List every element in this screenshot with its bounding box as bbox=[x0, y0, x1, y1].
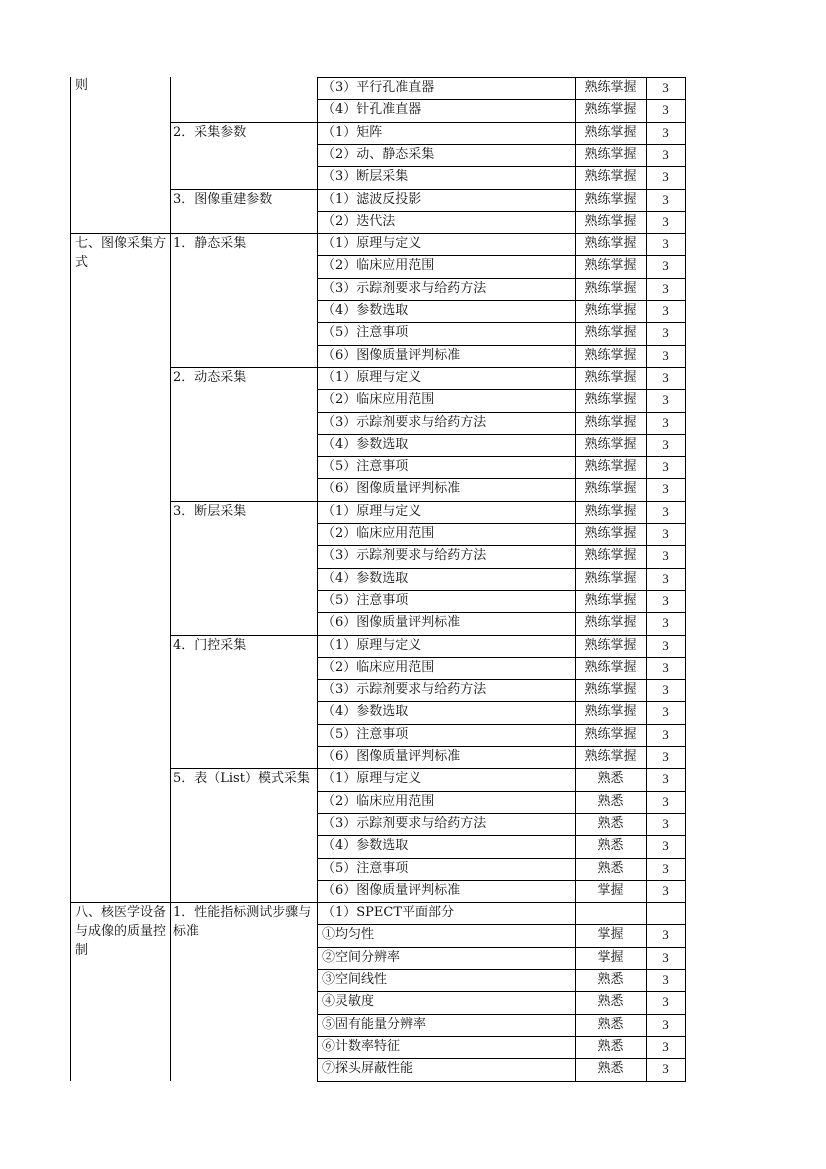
item-text: （6）图像质量评判标准 bbox=[322, 615, 461, 631]
table-rule bbox=[317, 590, 686, 591]
score-value: 3 bbox=[662, 860, 669, 876]
item-text: ③空间线性 bbox=[322, 972, 388, 987]
score-value: 3 bbox=[662, 927, 669, 943]
item-text: （2）临床应用范围 bbox=[322, 258, 435, 274]
requirement-level: 熟练掌握 bbox=[584, 659, 637, 675]
item-text: （2）临床应用范围 bbox=[322, 526, 435, 541]
item-text: （6）图像质量评判标准 bbox=[322, 347, 461, 363]
requirement-level: 熟悉 bbox=[597, 972, 624, 987]
requirement-level: 熟悉 bbox=[597, 815, 624, 831]
table-rule bbox=[170, 122, 318, 123]
item-text: ②空间分辨率 bbox=[322, 949, 401, 965]
table-rule bbox=[70, 77, 71, 1081]
score-value: 3 bbox=[662, 146, 669, 162]
table-rule bbox=[317, 389, 686, 390]
score-value: 3 bbox=[662, 124, 669, 140]
table-rule bbox=[317, 278, 686, 279]
subsection-title: 2．动态采集 bbox=[173, 369, 247, 385]
item-text: （5）注意事项 bbox=[322, 459, 409, 475]
item-text: （3）示踪剂要求与给药方法 bbox=[322, 280, 487, 296]
item-text: （1）原理与定义 bbox=[322, 637, 422, 653]
requirement-level: 熟练掌握 bbox=[584, 80, 637, 95]
item-text: （2）动、静态采集 bbox=[322, 146, 435, 162]
requirement-level: 熟练掌握 bbox=[584, 481, 637, 497]
table-rule bbox=[170, 189, 318, 190]
table-rule bbox=[317, 300, 686, 301]
score-value: 3 bbox=[662, 236, 669, 252]
score-value: 3 bbox=[662, 704, 669, 720]
table-rule bbox=[317, 478, 686, 479]
subsection-title: 3．断层采集 bbox=[173, 503, 247, 519]
item-text: （5）注意事项 bbox=[322, 592, 409, 608]
table-rule bbox=[646, 77, 647, 1082]
requirement-level: 熟练掌握 bbox=[584, 704, 637, 720]
table-rule bbox=[317, 255, 686, 256]
score-value: 3 bbox=[662, 481, 669, 497]
requirement-level: 熟练掌握 bbox=[584, 124, 637, 140]
score-value: 3 bbox=[662, 503, 669, 519]
score-value: 3 bbox=[662, 1038, 669, 1054]
subsection-title: 3．图像重建参数 bbox=[173, 191, 273, 207]
item-text: ④灵敏度 bbox=[322, 994, 375, 1010]
requirement-level: 熟练掌握 bbox=[584, 526, 637, 541]
table-rule bbox=[70, 902, 171, 903]
requirement-level: 熟练掌握 bbox=[584, 325, 637, 341]
subsection-title: 4．门控采集 bbox=[173, 637, 247, 653]
table-rule bbox=[317, 412, 686, 413]
score-value: 3 bbox=[662, 815, 669, 831]
table-rule bbox=[317, 657, 686, 658]
item-text: （2）临床应用范围 bbox=[322, 793, 435, 809]
requirement-level: 熟悉 bbox=[597, 1038, 624, 1054]
table-rule bbox=[170, 768, 318, 769]
table-rule bbox=[317, 367, 686, 368]
score-value: 3 bbox=[662, 1016, 669, 1032]
item-text: ①均匀性 bbox=[322, 927, 375, 943]
table-rule bbox=[317, 545, 686, 546]
requirement-level: 熟练掌握 bbox=[584, 146, 637, 162]
item-text: （3）平行孔准直器 bbox=[322, 80, 435, 95]
item-text: （4）参数选取 bbox=[322, 436, 409, 452]
table-rule bbox=[317, 523, 686, 524]
item-text: （6）图像质量评判标准 bbox=[322, 882, 461, 898]
requirement-level: 熟练掌握 bbox=[584, 503, 637, 519]
score-value: 3 bbox=[662, 280, 669, 296]
item-text: （4）参数选取 bbox=[322, 704, 409, 720]
item-text: （4）参数选取 bbox=[322, 838, 409, 854]
item-text: （2）临床应用范围 bbox=[322, 659, 435, 675]
table-rule bbox=[317, 144, 686, 145]
table-rule bbox=[317, 902, 686, 903]
table-rule bbox=[317, 77, 318, 1082]
score-value: 3 bbox=[662, 303, 669, 318]
table-rule bbox=[317, 434, 686, 435]
item-text: （1）滤波反投影 bbox=[322, 191, 422, 207]
score-value: 3 bbox=[662, 213, 669, 229]
score-value: 3 bbox=[662, 972, 669, 987]
requirement-level: 熟练掌握 bbox=[584, 436, 637, 452]
item-text: （2）临床应用范围 bbox=[322, 392, 435, 408]
item-text: （3）示踪剂要求与给药方法 bbox=[322, 815, 487, 831]
requirement-level: 熟悉 bbox=[597, 793, 624, 809]
score-value: 3 bbox=[662, 459, 669, 475]
requirement-level: 掌握 bbox=[597, 882, 624, 898]
score-value: 3 bbox=[662, 994, 669, 1010]
table-rule bbox=[170, 501, 318, 502]
score-value: 3 bbox=[662, 436, 669, 452]
score-value: 3 bbox=[662, 771, 669, 787]
requirement-level: 熟练掌握 bbox=[584, 726, 637, 742]
table-rule bbox=[317, 1081, 686, 1082]
item-text: （1）原理与定义 bbox=[322, 771, 422, 787]
score-value: 3 bbox=[662, 258, 669, 274]
requirement-level: 熟练掌握 bbox=[584, 570, 637, 586]
score-value: 3 bbox=[662, 838, 669, 854]
table-rule bbox=[317, 77, 686, 78]
item-text: （6）图像质量评判标准 bbox=[322, 749, 461, 764]
table-rule bbox=[170, 77, 171, 1081]
section-title: 则 bbox=[75, 78, 89, 93]
item-text: （3）断层采集 bbox=[322, 169, 409, 185]
item-text: （5）注意事项 bbox=[322, 726, 409, 742]
requirement-level: 熟悉 bbox=[597, 1016, 624, 1032]
subsection-title: 1．静态采集 bbox=[173, 236, 247, 252]
table-rule bbox=[317, 211, 686, 212]
requirement-level: 熟练掌握 bbox=[584, 414, 637, 430]
score-value: 3 bbox=[662, 726, 669, 742]
table-rule bbox=[317, 1014, 686, 1015]
score-value: 3 bbox=[662, 169, 669, 185]
table-rule bbox=[317, 813, 686, 814]
score-value: 3 bbox=[662, 637, 669, 653]
score-value: 3 bbox=[662, 191, 669, 207]
table-rule bbox=[317, 724, 686, 725]
requirement-level: 熟练掌握 bbox=[584, 749, 637, 764]
requirement-level: 熟练掌握 bbox=[584, 191, 637, 207]
requirement-level: 熟练掌握 bbox=[584, 280, 637, 296]
table-rule bbox=[317, 969, 686, 970]
table-rule bbox=[317, 679, 686, 680]
table-rule bbox=[317, 1058, 686, 1059]
table-rule bbox=[170, 635, 318, 636]
item-text: （6）图像质量评判标准 bbox=[322, 481, 461, 497]
score-value: 3 bbox=[662, 749, 669, 764]
requirement-level: 熟练掌握 bbox=[584, 637, 637, 653]
requirement-level: 熟练掌握 bbox=[584, 548, 637, 564]
score-value: 3 bbox=[662, 392, 669, 408]
requirement-level: 熟悉 bbox=[597, 771, 624, 787]
table-rule bbox=[70, 233, 171, 234]
item-text: ⑤固有能量分辨率 bbox=[322, 1016, 427, 1032]
requirement-level: 熟练掌握 bbox=[584, 213, 637, 229]
table-rule bbox=[317, 791, 686, 792]
table-rule bbox=[317, 858, 686, 859]
table-rule bbox=[170, 233, 318, 234]
requirement-level: 熟练掌握 bbox=[584, 592, 637, 608]
table-rule bbox=[317, 947, 686, 948]
table-rule bbox=[170, 902, 318, 903]
score-value: 3 bbox=[662, 548, 669, 564]
score-value: 3 bbox=[662, 615, 669, 631]
requirement-level: 掌握 bbox=[597, 949, 624, 965]
score-value: 3 bbox=[662, 949, 669, 965]
requirement-level: 掌握 bbox=[597, 927, 624, 943]
requirement-level: 熟练掌握 bbox=[584, 258, 637, 274]
section-title: 七、图像采集方式 bbox=[75, 236, 167, 271]
score-value: 3 bbox=[662, 682, 669, 698]
requirement-level: 熟练掌握 bbox=[584, 303, 637, 318]
table-rule bbox=[317, 456, 686, 457]
requirement-level: 熟练掌握 bbox=[584, 682, 637, 698]
requirement-level: 熟练掌握 bbox=[584, 369, 637, 385]
item-text: ⑦探头屏蔽性能 bbox=[322, 1061, 414, 1077]
item-text: （3）示踪剂要求与给药方法 bbox=[322, 548, 487, 564]
item-text: （3）示踪剂要求与给药方法 bbox=[322, 414, 487, 430]
item-text: （1）矩阵 bbox=[322, 124, 383, 140]
table-rule bbox=[317, 189, 686, 190]
table-rule bbox=[317, 635, 686, 636]
requirement-level: 熟练掌握 bbox=[584, 169, 637, 185]
item-text: （1）SPECT平面部分 bbox=[322, 905, 455, 921]
requirement-level: 熟练掌握 bbox=[584, 236, 637, 252]
requirement-level: 熟练掌握 bbox=[584, 615, 637, 631]
score-value: 3 bbox=[662, 526, 669, 541]
table-rule bbox=[317, 612, 686, 613]
requirement-level: 熟悉 bbox=[597, 1061, 624, 1077]
score-value: 3 bbox=[662, 347, 669, 363]
table-rule bbox=[317, 345, 686, 346]
score-value: 3 bbox=[662, 659, 669, 675]
table-rule bbox=[317, 233, 686, 234]
score-value: 3 bbox=[662, 369, 669, 385]
item-text: （4）参数选取 bbox=[322, 570, 409, 586]
score-value: 3 bbox=[662, 102, 669, 118]
table-rule bbox=[317, 701, 686, 702]
requirement-level: 熟悉 bbox=[597, 860, 624, 876]
table-rule bbox=[575, 77, 576, 1082]
requirement-level: 熟练掌握 bbox=[584, 459, 637, 475]
table-rule bbox=[317, 991, 686, 992]
item-text: （1）原理与定义 bbox=[322, 369, 422, 385]
table-rule bbox=[317, 166, 686, 167]
item-text: （4）针孔准直器 bbox=[322, 102, 422, 118]
score-value: 3 bbox=[662, 592, 669, 608]
requirement-level: 熟练掌握 bbox=[584, 347, 637, 363]
score-value: 3 bbox=[662, 325, 669, 341]
item-text: （1）原理与定义 bbox=[322, 236, 422, 252]
table-rule bbox=[317, 501, 686, 502]
requirement-level: 熟练掌握 bbox=[584, 102, 637, 118]
item-text: （5）注意事项 bbox=[322, 325, 409, 341]
table-rule bbox=[317, 322, 686, 323]
table-rule bbox=[317, 568, 686, 569]
item-text: ⑥计数率特征 bbox=[322, 1038, 401, 1054]
table-rule bbox=[317, 1036, 686, 1037]
table-rule bbox=[317, 99, 686, 100]
requirement-level: 熟悉 bbox=[597, 994, 624, 1010]
subsection-title: 2．采集参数 bbox=[173, 124, 247, 140]
table-rule bbox=[317, 768, 686, 769]
item-text: （4）参数选取 bbox=[322, 303, 409, 318]
table-rule bbox=[685, 77, 686, 1082]
score-value: 3 bbox=[662, 570, 669, 586]
subsection-title: 5．表（List）模式采集 bbox=[173, 771, 310, 787]
item-text: （5）注意事项 bbox=[322, 860, 409, 876]
score-value: 3 bbox=[662, 80, 669, 95]
table-rule bbox=[317, 924, 686, 925]
subsection-title: 1．性能指标测试步骤与标准 bbox=[173, 905, 312, 940]
table-rule bbox=[170, 367, 318, 368]
score-value: 3 bbox=[662, 793, 669, 809]
requirement-level: 熟练掌握 bbox=[584, 392, 637, 408]
score-value: 3 bbox=[662, 1061, 669, 1077]
item-text: （2）迭代法 bbox=[322, 213, 396, 229]
item-text: （3）示踪剂要求与给药方法 bbox=[322, 682, 487, 698]
score-value: 3 bbox=[662, 882, 669, 898]
table-rule bbox=[317, 122, 686, 123]
score-value: 3 bbox=[662, 414, 669, 430]
item-text: （1）原理与定义 bbox=[322, 503, 422, 519]
table-rule bbox=[317, 835, 686, 836]
section-title: 八、核医学设备与成像的质量控制 bbox=[75, 905, 167, 959]
table-rule bbox=[317, 746, 686, 747]
requirement-level: 熟悉 bbox=[597, 838, 624, 854]
table-rule bbox=[317, 880, 686, 881]
